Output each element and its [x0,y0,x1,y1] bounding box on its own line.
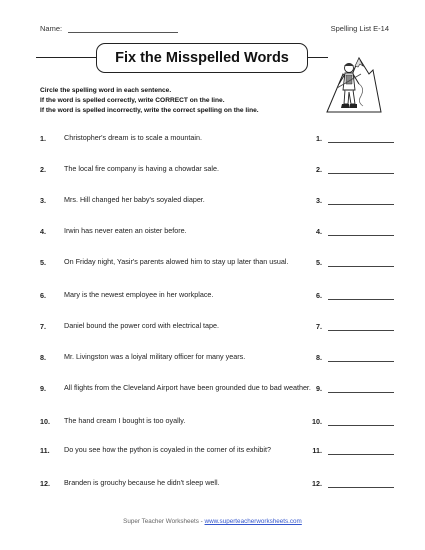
question-number: 11. [40,446,50,455]
question-number: 6. [40,291,46,300]
question-number: 2. [40,165,46,174]
name-field [40,24,178,33]
answer-number: 4. [316,227,322,236]
answer-number: 11. [312,446,322,455]
mountain-climber-icon [325,44,383,114]
answer-number: 2. [316,165,322,174]
title-rule-left [36,57,96,58]
question-sentence: Do you see how the python is coyaled in the corner of its exhibit? [64,445,271,454]
answer-line[interactable] [328,330,394,331]
question-sentence: All flights from the Cleveland Airport have been grounded due to bad weather. [64,383,311,392]
question-number: 10. [40,417,50,426]
name-line[interactable] [68,25,178,33]
footer-link[interactable]: www.superteacherworksheets.com [204,518,302,525]
instructions [40,86,259,116]
name-label: Name: [40,24,63,33]
instruction-line-1: Circle the spelling word in each sentence. [40,87,172,94]
question-sentence: The hand cream I bought is too oyally. [64,416,186,425]
question-sentence: Mr. Livingston was a loiyal military officer for many years. [64,352,246,361]
question-sentence: Irwin has never eaten an oister before. [64,226,187,235]
question-number: 1. [40,134,46,143]
question-sentence: Branden is grouchy because he didn't sleep well. [64,478,220,487]
answer-number: 3. [316,196,322,205]
answer-number: 7. [316,322,322,331]
question-sentence: The local fire company is having a chowdar sale. [64,164,220,173]
answer-number: 10. [312,417,322,426]
instruction-line-2: If the word is spelled correctly, write CORRECT on the line. [40,97,225,104]
footer-separator: - [198,518,205,525]
question-number: 8. [40,353,46,362]
answer-number: 5. [316,258,322,267]
answer-line[interactable] [328,299,394,300]
answer-number: 8. [316,353,322,362]
answer-line[interactable] [328,425,394,426]
answer-line[interactable] [328,173,394,174]
answer-line[interactable] [328,204,394,205]
question-sentence: Mrs. Hill changed her baby's soyaled diaper. [64,195,205,204]
answer-line[interactable] [328,454,394,455]
answer-number: 1. [316,134,322,143]
question-number: 4. [40,227,46,236]
answer-line[interactable] [328,487,394,488]
answer-line[interactable] [328,266,394,267]
question-sentence: On Friday night, Yasir's parents alowed him to stay up later than usual. [64,257,289,266]
question-sentence: Mary is the newest employee in her workplace. [64,290,214,299]
answer-line[interactable] [328,235,394,236]
question-number: 3. [40,196,46,205]
answer-line[interactable] [328,142,394,143]
answer-number: 12. [312,479,322,488]
page-title: Fix the Misspelled Words [115,50,289,66]
answer-line[interactable] [328,361,394,362]
answer-line[interactable] [328,392,394,393]
answer-number: 9. [316,384,322,393]
answer-number: 6. [316,291,322,300]
footer-brand: Super Teacher Worksheets [123,518,199,525]
question-sentence: Daniel bound the power cord with electrical tape. [64,321,220,330]
question-number: 5. [40,258,46,267]
question-number: 9. [40,384,46,393]
question-number: 12. [40,479,50,488]
footer [0,518,425,525]
question-sentence: Christopher's dream is to scale a mountain. [64,133,202,142]
title-box [96,43,308,73]
question-number: 7. [40,322,46,331]
spelling-list-label: Spelling List E-14 [330,24,389,33]
instruction-line-3: If the word is spelled incorrectly, write the correct spelling on the line. [40,107,259,114]
